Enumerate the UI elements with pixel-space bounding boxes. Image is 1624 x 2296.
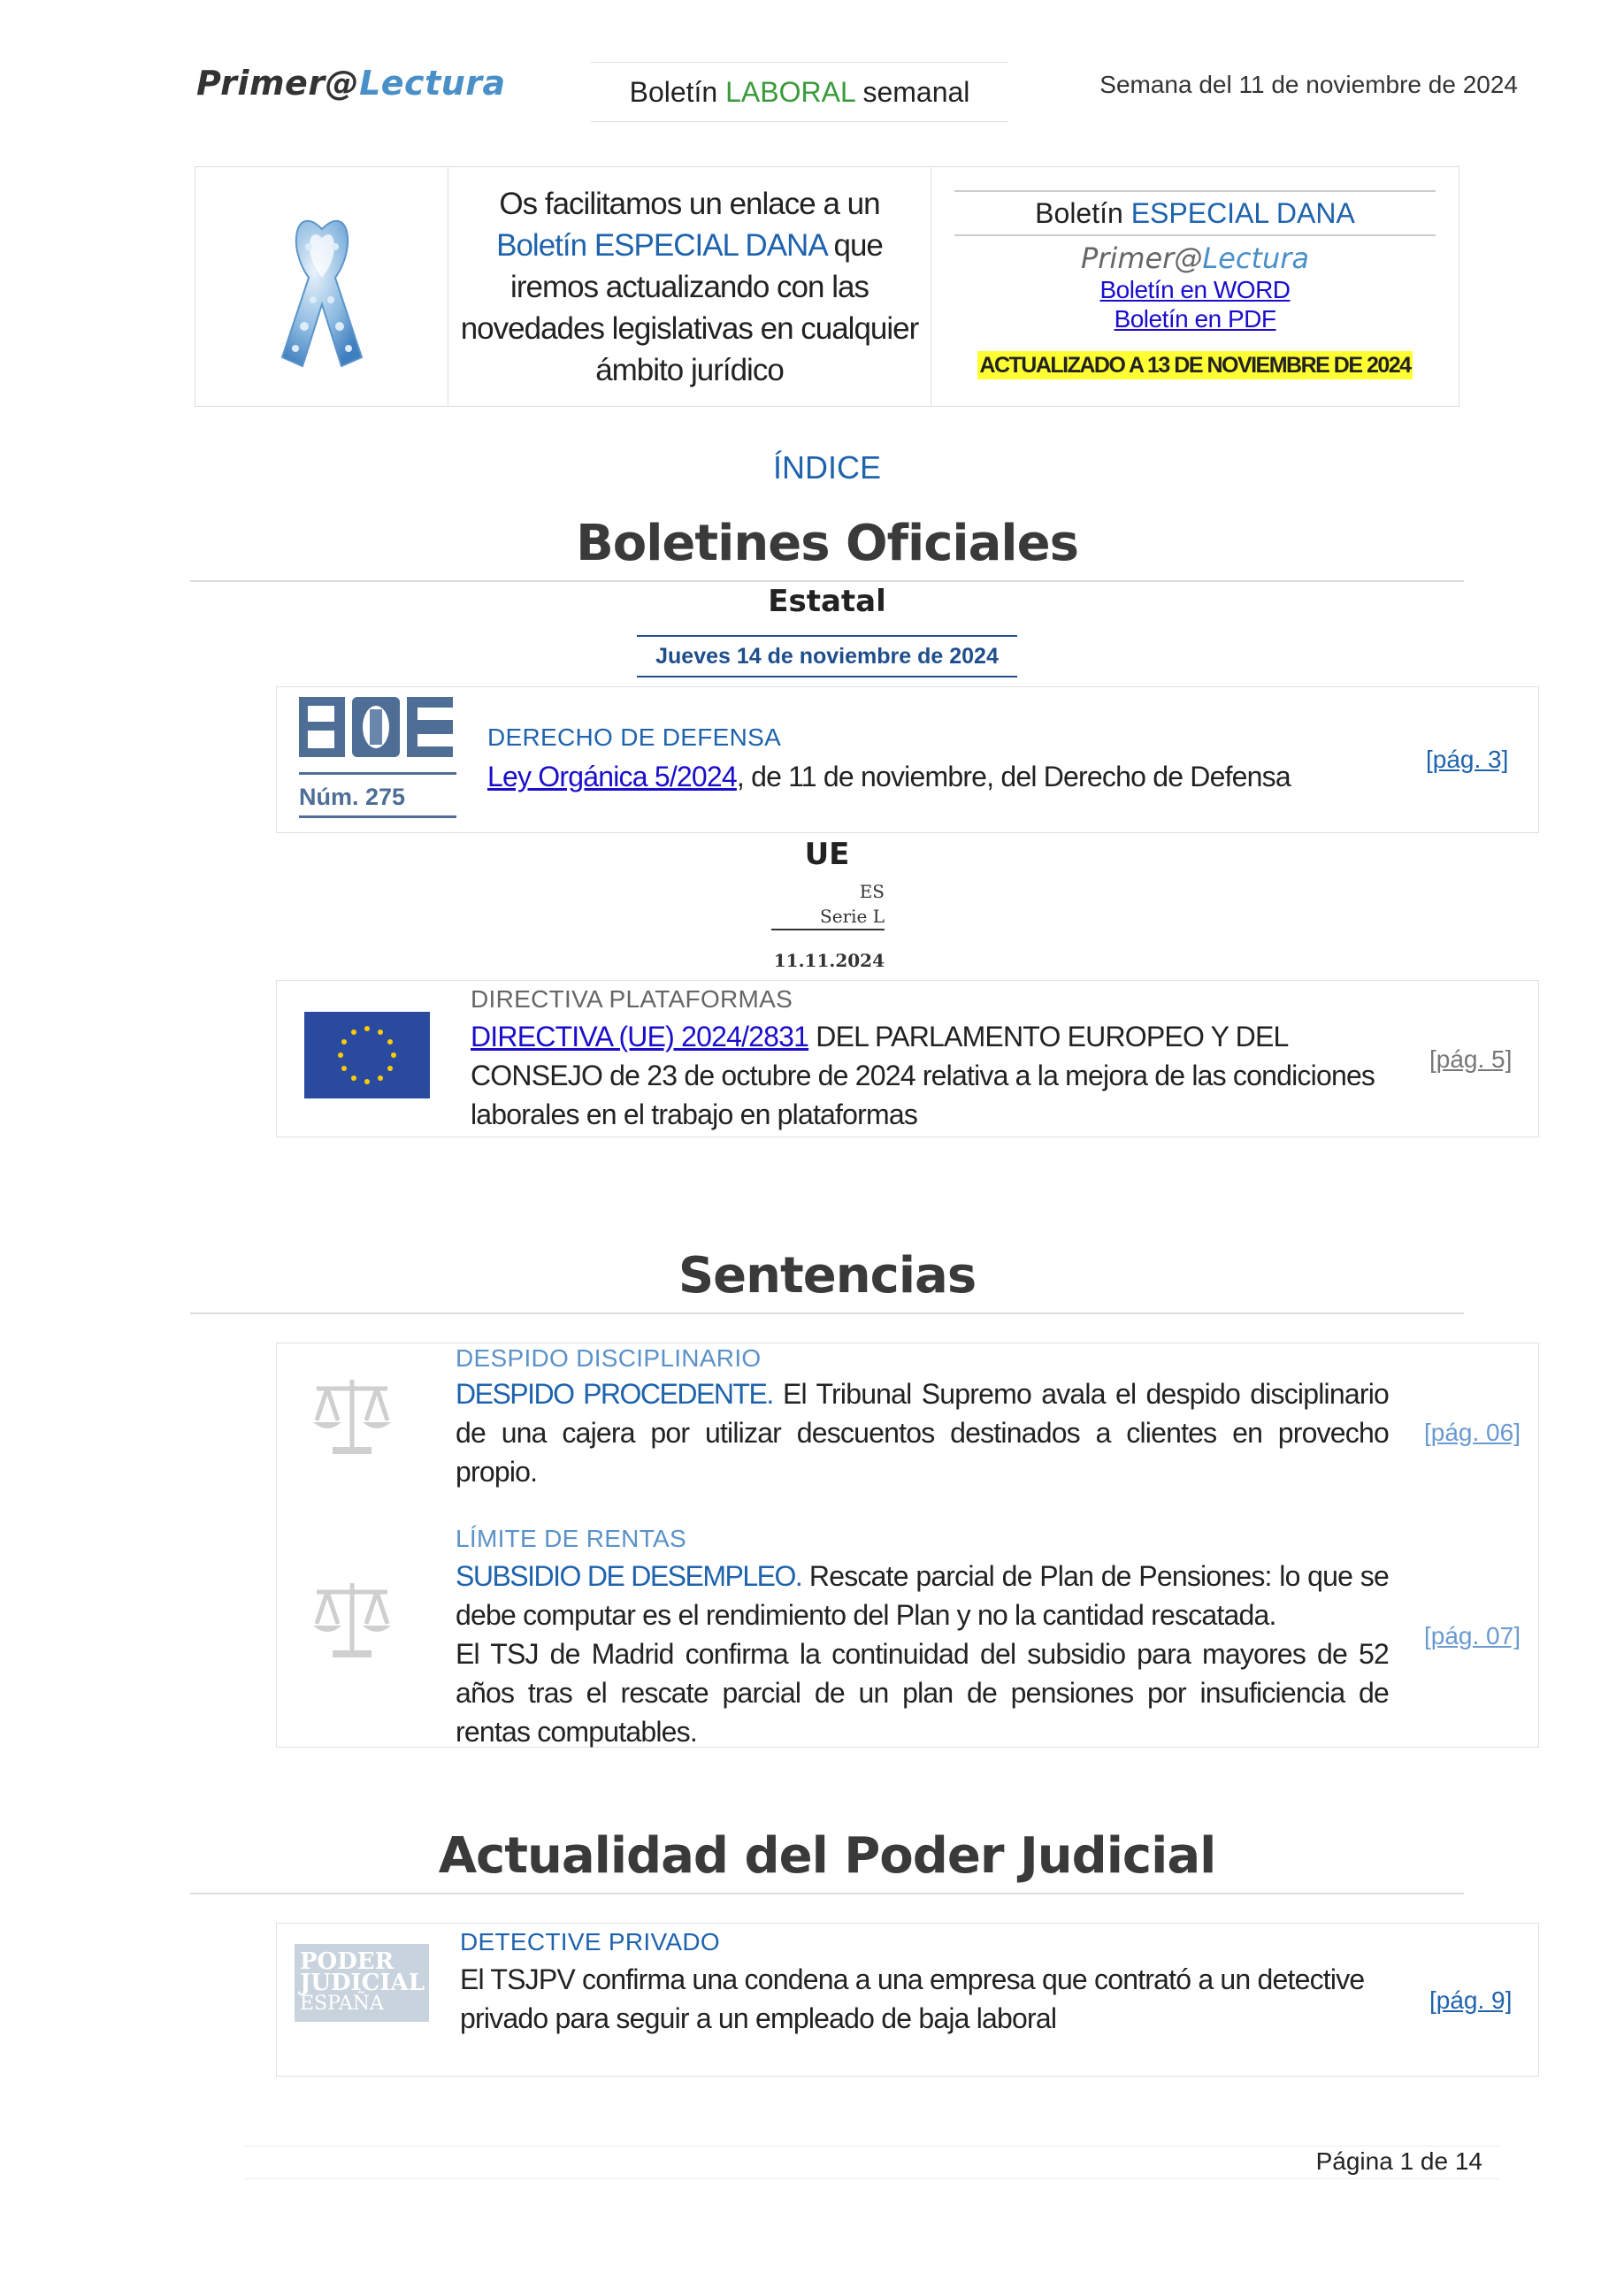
brand-logo [196,64,506,103]
scales-of-justice-icon [308,1576,396,1661]
link-pdf[interactable]: Boletín en PDF [1114,305,1276,333]
ribbon-icon [269,194,375,379]
page-link[interactable]: [pág. 9] [1429,1986,1513,2014]
dana-banner [195,166,1459,407]
bulletin-title-a: Boletín [629,76,726,108]
eu-flag-icon [304,1012,430,1098]
category-label: DESPIDO DISCIPLINARIO [456,1344,762,1372]
category-label: DIRECTIVA PLATAFORMAS [471,985,793,1013]
entry-text [471,1017,1390,1134]
dana-title-a: Boletín [1035,197,1131,229]
week-date: Semana del 11 de noviembre de 2024 [1099,71,1518,98]
dana-title [954,190,1436,236]
entry-text-rest: Rescate parcial de Plan de Pensiones: lo que se debe computar es el rendimiento del Plan y no la cantidad rescatada. [456,1560,1389,1631]
footer-bar [244,2146,1500,2179]
category-label: LÍMITE DE RENTAS [456,1525,686,1552]
section-title-poder-judicial: Actualidad del Poder Judicial [438,1827,1216,1885]
section-title-boletines: Boletines Oficiales [576,515,1078,572]
poder-judicial-logo [295,1944,429,2022]
category-label: DETECTIVE PRIVADO [460,1928,720,1955]
bulletin-title [591,62,1008,122]
page-number: Página 1 de 14 [1315,2147,1482,2175]
scales-of-justice-icon [308,1373,396,1458]
ue-date: 11.11.2024 [773,950,885,971]
ue-serie: Serie L [771,904,885,930]
entry-link[interactable]: DIRECTIVA (UE) 2024/2831 [471,1021,809,1052]
section-title-sentencias: Sentencias [678,1247,977,1305]
dana-links-cell [931,167,1459,406]
dana-message-b: Boletín ESPECIAL DANA [496,227,826,263]
boe-date: Jueves 14 de noviembre de 2024 [637,635,1017,677]
entry-text [456,1557,1389,1634]
page-link[interactable]: [pág. 3] [1426,746,1509,773]
dana-title-b: ESPECIAL DANA [1130,197,1355,229]
entry-text-second: El TSJ de Madrid confirma la continuidad del subsidio para mayores de 52 años tras el rescate parcial de un plan de pensiones por insuficiencia de rentas computables. [456,1638,1389,1748]
brand-part-b: Lectura [359,64,506,103]
logo-line-2: JUDICIAL [300,1970,425,1996]
entry-link[interactable]: Ley Orgánica 5/2024 [487,761,737,792]
dana-message [448,167,931,406]
entry-text-rest: DEL PARLAMENTO EUROPEO Y DEL CONSEJO de 23 de octubre de 2024 relativa a la mejora de las condiciones laborales en el trabajo en plataformas [471,1021,1375,1130]
entry-text-rest: El Tribunal Supremo avala el despido disciplinario de una cajera por utilizar descuentos destinados a clientes en provecho propio. [456,1378,1390,1488]
entry-text-rest: , de 11 de noviembre, del Derecho de Defensa [736,761,1291,792]
dana-message-a: Os facilitamos un enlace a un [499,186,880,221]
entry-headline: SUBSIDIO DE DESEMPLEO. [456,1560,802,1592]
boe-number: Núm. 275 [299,772,456,818]
entry-headline: DESPIDO PROCEDENTE. [456,1378,773,1410]
dana-brand [954,241,1436,275]
page-link[interactable]: [pág. 07] [1424,1622,1521,1649]
bulletin-title-b: LABORAL [725,76,855,108]
dana-ribbon-cell [195,167,448,406]
ue-es: ES [859,881,885,902]
entry-text: El TSJPV confirma una condena a una empresa que contrató a un detective privado para seguir a un empleado de baja laboral [460,1963,1365,2034]
divider [190,580,1464,582]
page-link[interactable]: [pág. 06] [1424,1419,1521,1446]
logo-line-3: ESPAÑA [300,1993,384,2015]
updated-badge: ACTUALIZADO A 13 DE NOVIEMBRE DE 2024 [979,353,1411,378]
boe-logo [299,695,456,818]
index-heading: ÍNDICE [772,449,881,486]
entry-text [487,757,1381,796]
boe-letters-icon [299,695,453,759]
dana-brand-b: Lectura [1202,241,1310,275]
logo-line-1: PODER [300,1948,395,1975]
ue-journal-header [771,842,885,973]
dana-brand-a: Primer@ [1080,241,1203,275]
bulletin-title-c: semanal [854,76,970,108]
subsection-estatal: Estatal [768,584,886,619]
divider [190,1313,1464,1314]
divider [190,1893,1464,1894]
category-label: DERECHO DE DEFENSA [487,723,782,751]
brand-part-a: Primer@ [196,64,360,103]
link-word[interactable]: Boletín en WORD [1099,276,1291,303]
subsection-ue: UE [804,837,850,872]
page-link[interactable]: [pág. 5] [1429,1045,1513,1073]
entry-text [456,1374,1389,1491]
dana-message-c: que iremos actualizando con las novedades legislativas en cualquier ámbito jurídico [460,227,919,387]
